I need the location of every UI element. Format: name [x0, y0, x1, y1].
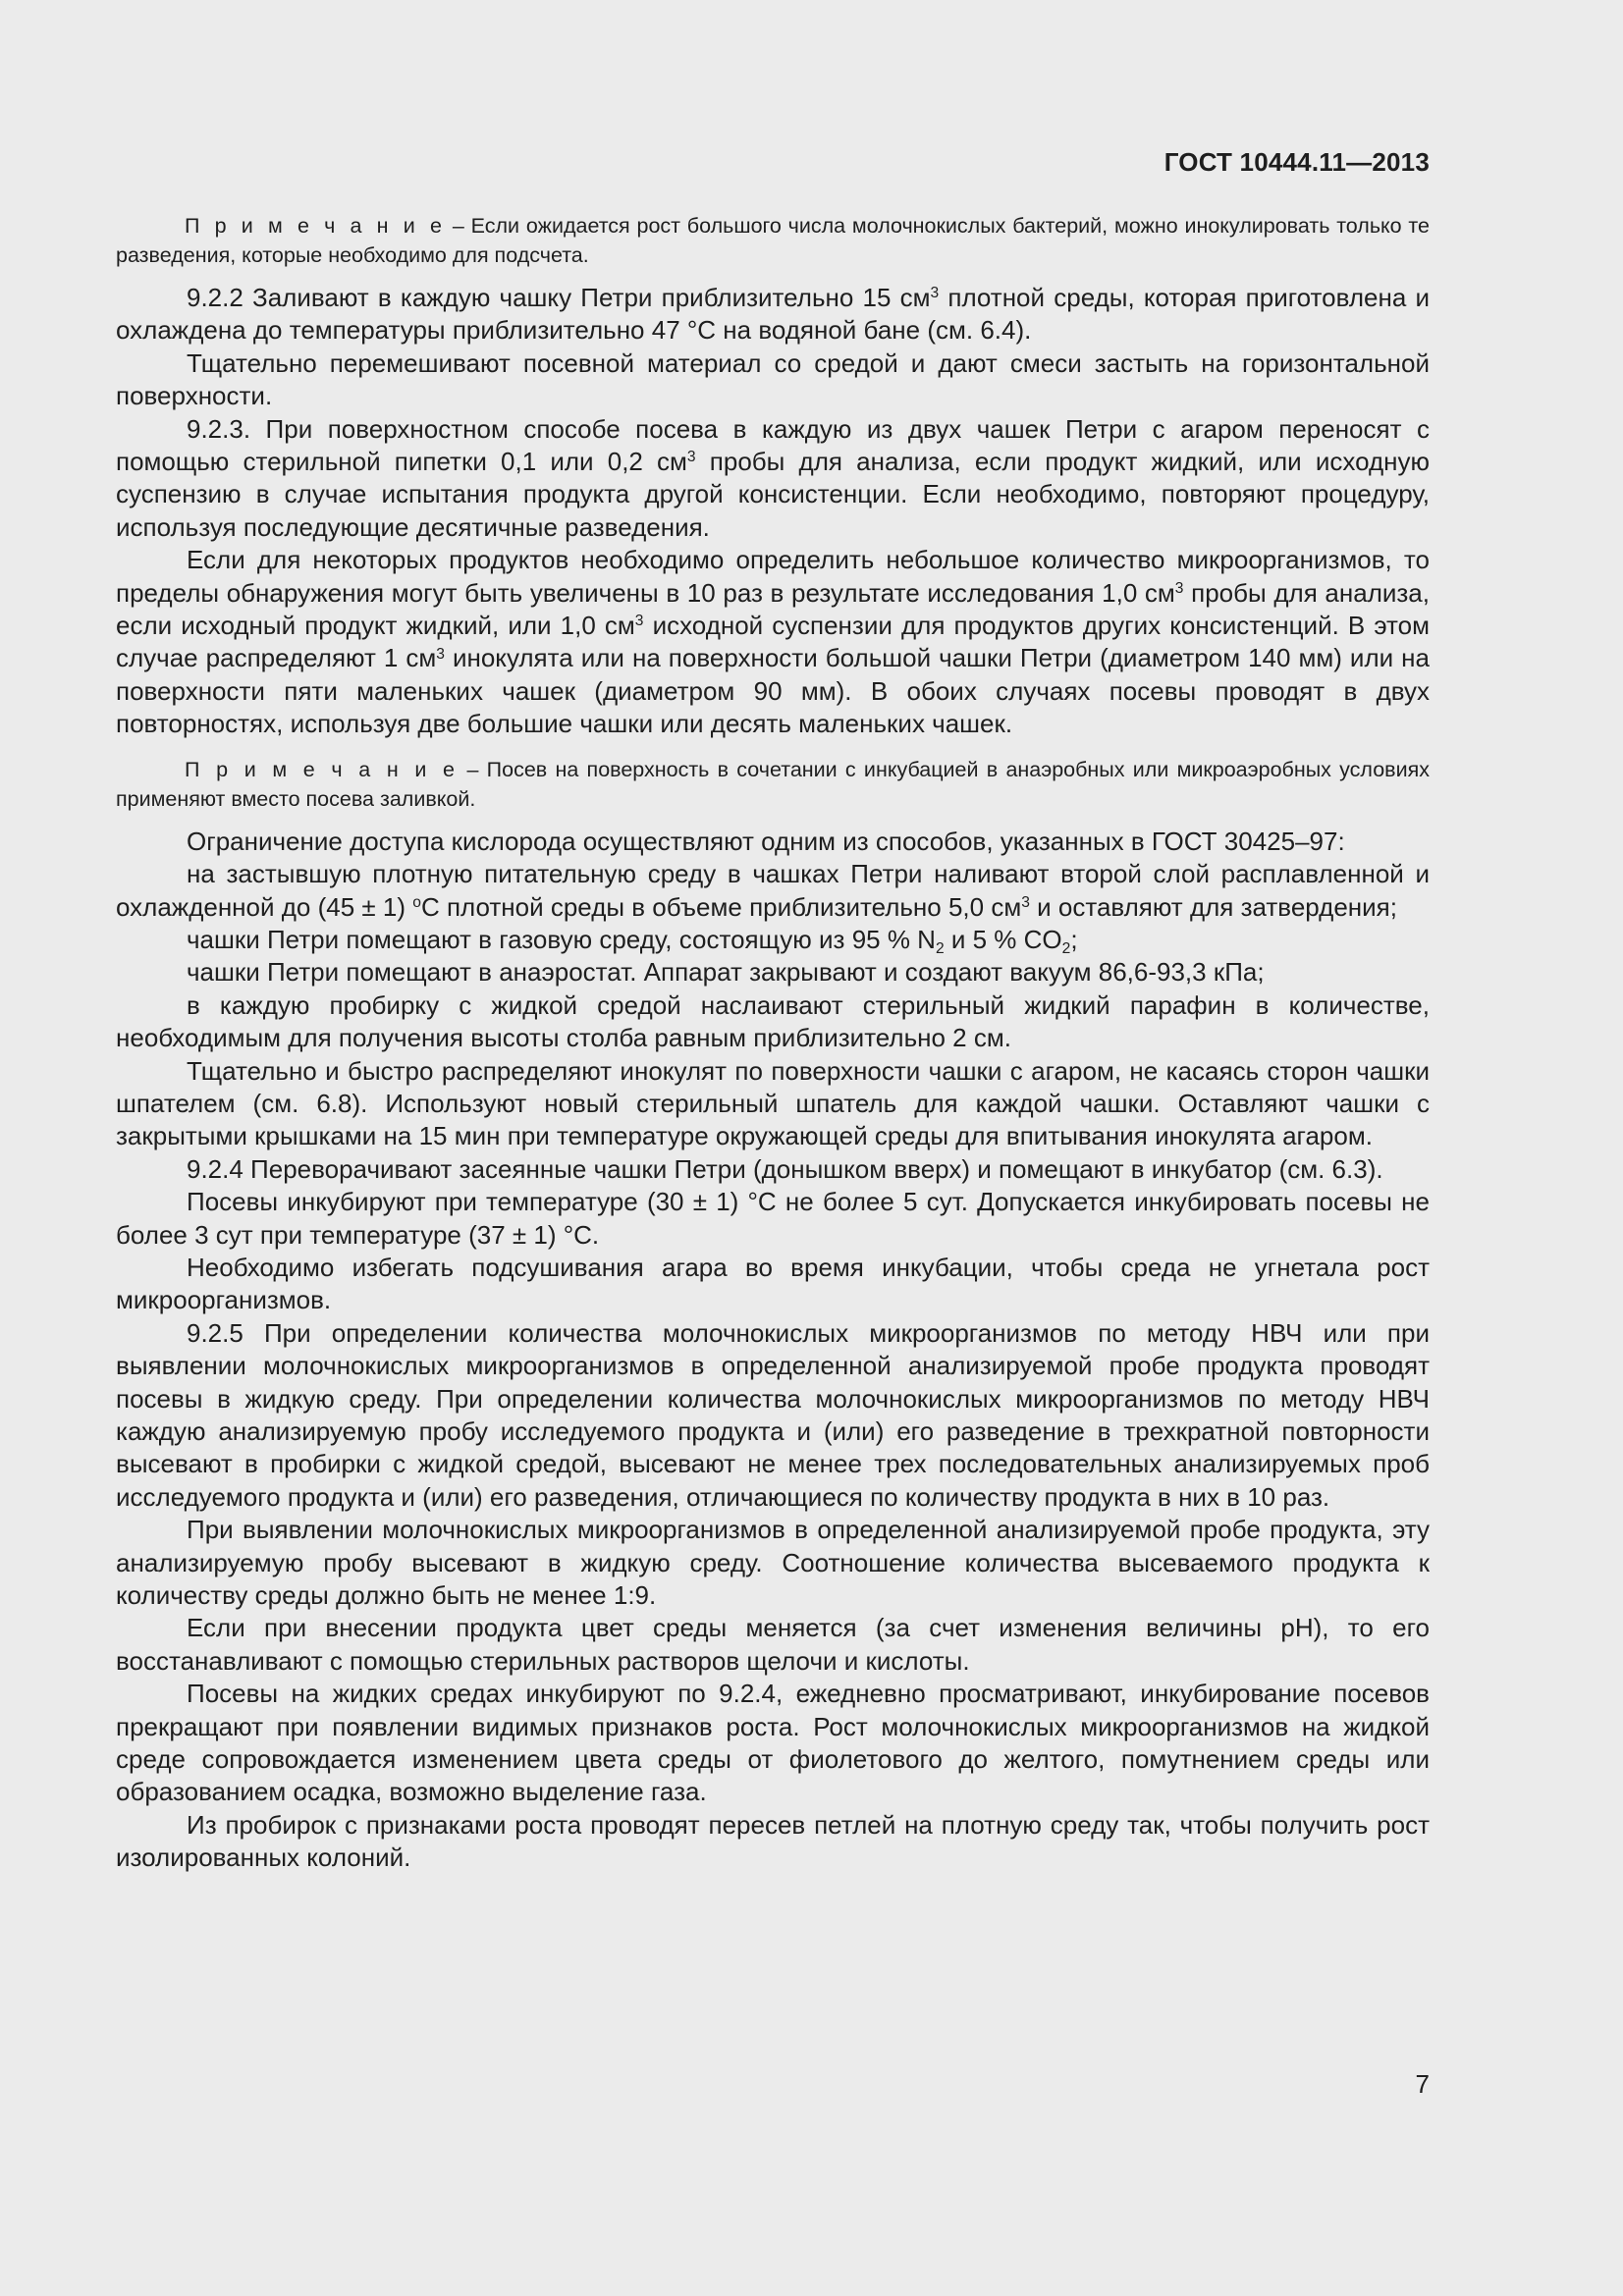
- note-text: – Если ожидается рост большого числа молочнокислых бактерий, можно инокулировать только те разведения, которые необходимо для подсчета.: [116, 214, 1430, 267]
- subscript: 2: [1061, 939, 1071, 957]
- paragraph: [116, 858, 1430, 924]
- paragraph: Посевы на жидких средах инкубируют по 9.2.4, ежедневно просматривают, инкубирование посевов прекращают при появлении видимых признаков роста. Рост молочнокислых микроорганизмов на жидкой среде сопровождается изменением цвета среды от фиолетового до желтого, помутнением среды или образованием осадка, возможно выделение газа.: [116, 1679, 1430, 1807]
- text-run: ;: [1070, 924, 1078, 954]
- superscript: 3: [686, 449, 696, 466]
- paragraph: Тщательно перемешивают посевной материал со средой и дают смеси застыть на горизонтальной поверхности.: [116, 347, 1430, 411]
- superscript: 3: [436, 645, 445, 663]
- document-header: ГОСТ 10444.11—2013: [1163, 147, 1430, 177]
- superscript: 3: [1174, 580, 1184, 598]
- text-run: и 5 % CO: [944, 924, 1062, 954]
- text-run: С плотной среды в объеме приблизительно 5,0 см: [420, 891, 1022, 922]
- superscript: 3: [930, 285, 940, 302]
- text-run: 9.2.2 Заливают в каждую чашку Петри приблизительно 15 см: [187, 283, 931, 312]
- note-1: [116, 211, 1430, 270]
- paragraph: Из пробирок с признаками роста проводят пересев петлей на плотную среду так, чтобы получить рост изолированных колоний.: [116, 1809, 1430, 1873]
- text-run: 9.2.3. При поверхностном способе посева в каждую из двух чашек Петри с агаром переносят с помощью стерильной пипетки 0,1 или 0,2 см: [116, 413, 1430, 477]
- paragraph: Необходимо избегать подсушивания агара во время инкубации, чтобы среда не угнетала рост микроорганизмов.: [116, 1252, 1430, 1315]
- text-run: исходной суспензии для продуктов других консистенций. В этом случае распределяют 1 см: [116, 611, 1431, 673]
- text-run: на застывшую плотную питательную среду в чашках Петри наливают второй слой расплавленной и охлажденной до (45 ± 1): [116, 859, 1430, 922]
- superscript: 3: [1021, 893, 1030, 911]
- text-run: чашки Петри помещают в газовую среду, состоящую из 95 % N: [187, 924, 936, 954]
- superscript: 3: [634, 613, 644, 630]
- text-run: инокулята или на поверхности большой чашки Петри (диаметром 140 мм) или на поверхности пяти маленьких чашек (диаметром 90 мм). В обоих случаях посевы проводят в двух повторностях, используя две большие чашки или десять маленьких чашек.: [116, 643, 1430, 739]
- text-run: и оставляют для затвердения;: [1029, 891, 1397, 922]
- paragraph-9-2-3: [116, 413, 1430, 545]
- text-run: плотной среды, которая приготовлена и охлаждена до температуры приблизительно 47 °С на водяной бане (см. 6.4).: [116, 283, 1430, 346]
- note-2: [116, 755, 1430, 814]
- subscript: 2: [935, 939, 945, 957]
- paragraph: Тщательно и быстро распределяют инокулят по поверхности чашки с агаром, не касаясь сторон чашки шпателем (см. 6.8). Используют новый стерильный шпатель для каждой чашки. Оставляют чашки с закрытыми крышками на 15 мин при температуре окружающей среды для впитывания инокулята агаром.: [116, 1055, 1430, 1151]
- paragraph-9-2-2: [116, 282, 1430, 347]
- paragraph: в каждую пробирку с жидкой средой наслаивают стерильный жидкий парафин в количестве, необходимым для получения высоты столба равным приблизительно 2 см.: [116, 989, 1430, 1053]
- paragraph: При выявлении молочнокислых микроорганизмов в определенной анализируемой пробе продукта, эту анализируемую пробу высевают в жидкую среду. Соотношение количества высеваемого продукта к количеству среды должно быть не менее 1:9.: [116, 1515, 1430, 1611]
- text-run: Если для некоторых продуктов необходимо определить небольшое количество микроорганизмов, то пределы обнаружения могут быть увеличены в 10 раз в результате исследования 1,0 см: [116, 545, 1430, 608]
- paragraph: [116, 544, 1430, 740]
- note-text: – Посев на поверхность в сочетании с инкубацией в анаэробных или микроаэробных условиях применяют вместо посева заливкой.: [116, 757, 1430, 811]
- document-body: [116, 211, 1430, 1875]
- paragraph-9-2-5: 9.2.5 При определении количества молочнокислых микроорганизмов по методу НВЧ или при выявлении молочнокислых микроорганизмов в определенной анализируемой пробе продукта проводят посевы в жидкую среду. При определении количества молочнокислых микроорганизмов по методу НВЧ каждую анализируемую пробу исследуемого продукта и (или) его разведение в трехкратной повторности высевают в пробирки с жидкой средой, высевают не менее трех последовательных анализируемых проб исследуемого продукта и (или) его разведения, отличающиеся по количеству продукта в них в 10 раз.: [116, 1317, 1430, 1512]
- paragraph: чашки Петри помещают в анаэростат. Аппарат закрывают и создают вакуум 86,6-93,3 кПа;: [187, 957, 1265, 988]
- paragraph-9-2-4: 9.2.4 Переворачивают засеянные чашки Петри (донышком вверх) и помещают в инкубатор (см. 6.3).: [187, 1153, 1383, 1184]
- paragraph: Посевы инкубируют при температуре (30 ± 1) °С не более 5 сут. Допускается инкубировать посевы не более 3 сут при температуре (37 ± 1) °С.: [116, 1187, 1430, 1250]
- paragraph: Ограничение доступа кислорода осуществляют одним из способов, указанных в ГОСТ 30425–97:: [187, 826, 1345, 856]
- page-number: 7: [1415, 2069, 1430, 2099]
- note-label: П р и м е ч а н и е: [185, 757, 460, 781]
- text-run: пробы для анализа, если продукт жидкий, или исходную суспензию в случае испытания продукта другой консистенции. Если необходимо, повторяют процедуру, используя последующие десятичные разведения.: [116, 447, 1430, 542]
- superscript: о: [412, 893, 421, 911]
- paragraph: [116, 924, 1430, 956]
- note-label: П р и м е ч а н и е: [185, 214, 447, 238]
- text-run: пробы для анализа, если исходный продукт жидкий, или 1,0 см: [116, 577, 1430, 641]
- paragraph: Если при внесении продукта цвет среды меняется (за счет изменения величины рН), то его восстанавливают с помощью стерильных растворов щелочи и кислоты.: [116, 1613, 1430, 1676]
